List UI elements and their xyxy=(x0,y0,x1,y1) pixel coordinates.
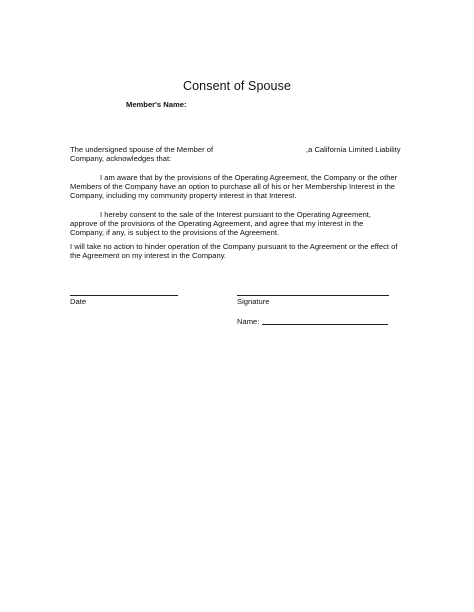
date-label: Date xyxy=(70,297,87,306)
paragraph-line: I hereby consent to the sale of the Interest pursuant to the Operating Agreement, xyxy=(100,210,372,219)
member-name-label: Member's Name: xyxy=(126,100,187,109)
intro-right-text: ,a California Limited Liability xyxy=(306,145,401,154)
paragraph-line: Members of the Company have an option to purchase all of his or her Membership Interest in the xyxy=(70,182,396,192)
paragraph-option-to-purchase xyxy=(70,173,410,201)
paragraph-line: Company, if any, is subject to the provisions of the Agreement. xyxy=(70,228,280,238)
signature-label: Signature xyxy=(237,297,270,306)
intro-line-1 xyxy=(70,145,406,154)
name-line xyxy=(262,324,388,325)
date-line xyxy=(70,295,178,296)
paragraph-line: I will take no action to hinder operation of the Company pursuant to the Agreement or the effect of xyxy=(70,242,398,251)
document-title: Consent of Spouse xyxy=(182,79,292,93)
paragraph-line: I am aware that by the provisions of the Operating Agreement, the Company or the other xyxy=(100,173,398,182)
paragraph-line: Company, including my community property interest in that Interest. xyxy=(70,191,297,201)
paragraph-line: the Agreement on my interest in the Company. xyxy=(70,251,227,261)
name-label: Name: xyxy=(237,317,260,326)
paragraph-no-action xyxy=(70,242,410,260)
paragraph-consent xyxy=(70,210,410,238)
signature-line xyxy=(237,295,389,296)
intro-line-2: Company, acknowledges that: xyxy=(70,154,172,163)
paragraph-line: approve of the provisions of the Operating Agreement, and agree that my interest in the xyxy=(70,219,364,229)
intro-left-text: The undersigned spouse of the Member of xyxy=(70,145,214,154)
